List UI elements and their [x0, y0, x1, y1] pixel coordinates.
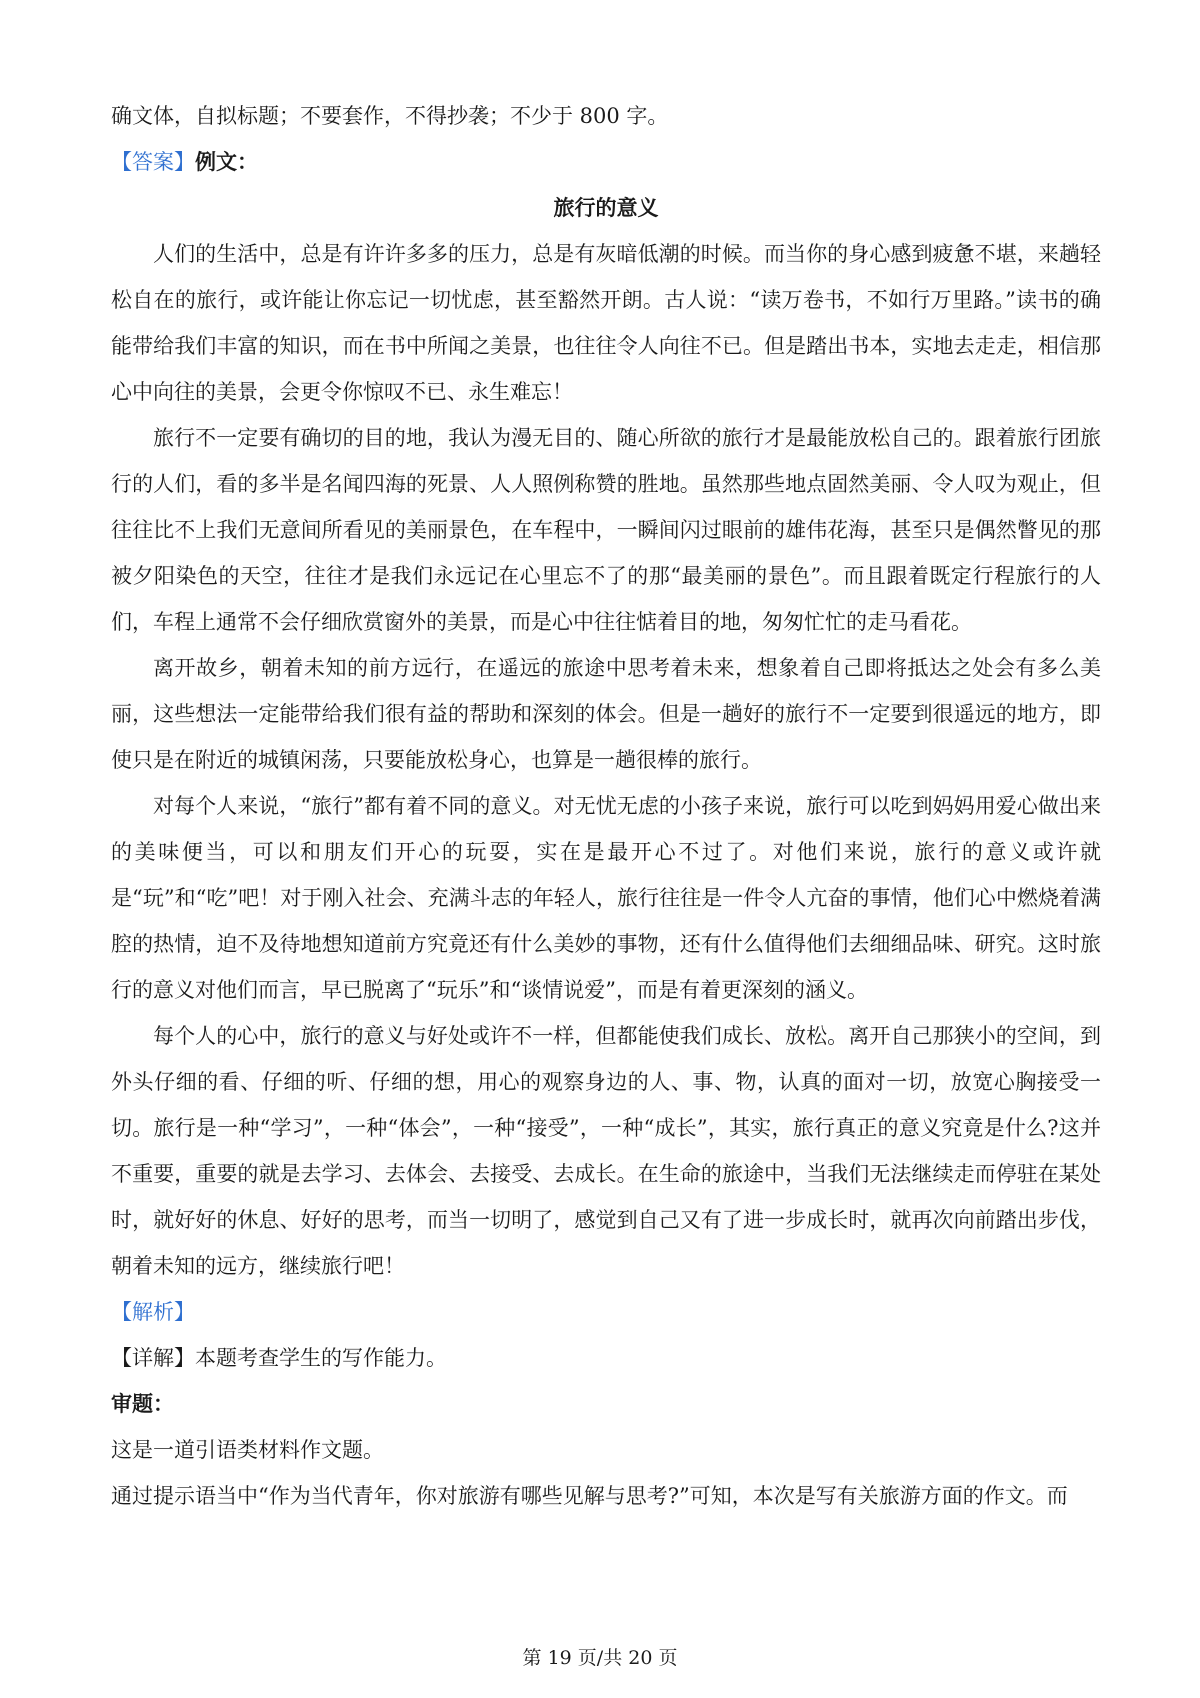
essay-paragraph: 每个人的心中，旅行的意义与好处或许不一样，但都能使我们成长、放松。离开自己那狭小的空间，到外头仔细的看、仔细的听、仔细的想，用心的观察身边的人、事、物，认真的面对一切，放宽心胸接受一切。旅行是一种“学习”，一种“体会”，一种“接受”，一种“成长”，其实，旅行真正的意义究竟是什么?这并不重要，重要的就是去学习、去体会、去接受、去成长。在生命的旅途中，当我们无法继续走而停驻在某处时，就好好的休息、好好的思考，而当一切明了，感觉到自己又有了进一步成长时，就再次向前踏出步伐，朝着未知的远方，继续旅行吧！: [111, 1024, 1101, 1278]
essay-paragraph: 对每个人来说，“旅行”都有着不同的意义。对无忧无虑的小孩子来说，旅行可以吃到妈妈用爱心做出来的美味便当，可以和朋友们开心的玩耍，实在是最开心不过了。对他们来说，旅行的意义或许就是“玩”和“吃”吧！对于刚入社会、充满斗志的年轻人，旅行往往是一件令人亢奋的事情，他们心中燃烧着满腔的热情，迫不及待地想知道前方究竟还有什么美妙的事物，还有什么值得他们去细细品味、研究。这时旅行的意义对他们而言，早已脱离了“玩乐”和“谈情说爱”，而是有着更深刻的涵义。: [111, 794, 1101, 1002]
detail-line: 【详解】本题考查学生的写作能力。: [111, 1346, 447, 1370]
review-line: 通过提示语当中“作为当代青年，你对旅游有哪些见解与思考?”可知，本次是写有关旅游方面的作文。而: [111, 1484, 1068, 1508]
essay-title: 旅行的意义: [553, 195, 659, 220]
analysis-tag: 【解析】: [111, 1300, 195, 1324]
answer-label: 例文：: [195, 149, 258, 174]
essay-paragraph: 人们的生活中，总是有许许多多的压力，总是有灰暗低潮的时候。而当你的身心感到疲惫不堪，来趟轻松自在的旅行，或许能让你忘记一切忧虑，甚至豁然开朗。古人说：“读万卷书，不如行万里路。”读书的确能带给我们丰富的知识，而在书中所闻之美景，也往往令人向往不已。但是踏出书本，实地去走走，相信那心中向往的美景，会更令你惊叹不已、永生难忘！: [111, 242, 1101, 404]
document-body: [111, 93, 1101, 1519]
review-heading: 审题：: [111, 1391, 174, 1416]
intro-line: 确文体，自拟标题；不要套作，不得抄袭；不少于 800 字。: [111, 104, 669, 128]
essay-paragraph: 旅行不一定要有确切的目的地，我认为漫无目的、随心所欲的旅行才是最能放松自己的。跟着旅行团旅行的人们，看的多半是名闻四海的死景、人人照例称赞的胜地。虽然那些地点固然美丽、令人叹为观止，但往往比不上我们无意间所看见的美丽景色，在车程中，一瞬间闪过眼前的雄伟花海，甚至只是偶然瞥见的那被夕阳染色的天空，往往才是我们永远记在心里忘不了的那“最美丽的景色”。而且跟着既定行程旅行的人们，车程上通常不会仔细欣赏窗外的美景，而是心中往往惦着目的地，匆匆忙忙的走马看花。: [111, 426, 1101, 634]
page-footer: 第 19 页/共 20 页: [522, 1647, 678, 1669]
review-line: 这是一道引语类材料作文题。: [111, 1438, 384, 1462]
essay-paragraph: 离开故乡，朝着未知的前方远行，在遥远的旅途中思考着未来，想象着自己即将抵达之处会有多么美丽，这些想法一定能带给我们很有益的帮助和深刻的体会。但是一趟好的旅行不一定要到很遥远的地方，即使只是在附近的城镇闲荡，只要能放松身心，也算是一趟很棒的旅行。: [111, 656, 1101, 772]
answer-tag: 【答案】: [111, 150, 195, 174]
answer-line: [111, 139, 1101, 185]
